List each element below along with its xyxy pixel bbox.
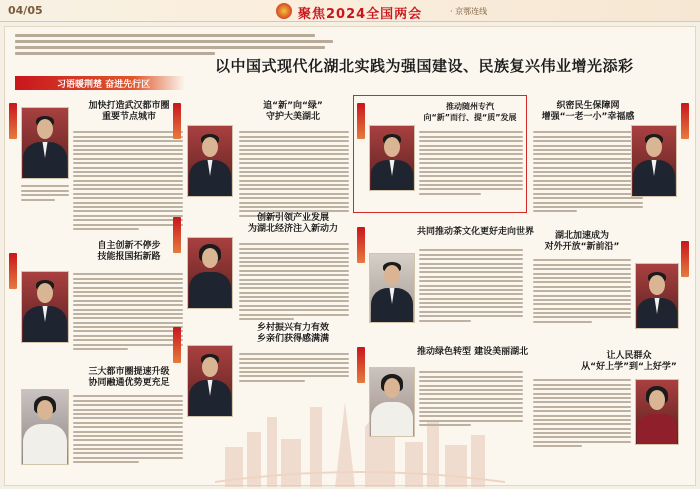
article-body xyxy=(239,241,349,331)
article-body xyxy=(533,377,631,467)
article-body xyxy=(419,369,523,439)
section-banner xyxy=(15,76,185,90)
article-title: 乡村振兴有力有效 乡亲们获得感满满 xyxy=(256,323,329,344)
ribbon-icon xyxy=(173,327,181,363)
ribbon-icon xyxy=(9,103,17,139)
article-title: 推动绿色转型 建设美丽湖北 xyxy=(417,347,529,357)
ribbon-icon xyxy=(9,253,17,289)
article-title: 共同推动茶文化更好走向世界 xyxy=(417,227,535,237)
portrait-photo xyxy=(635,263,679,329)
article-title: 追“新”向“绿” 守护大美湖北 xyxy=(263,101,323,122)
portrait-photo xyxy=(21,107,69,179)
article-body xyxy=(73,393,183,473)
banner-text: 习语暖荆楚 奋进先行区 xyxy=(57,80,151,90)
article-body xyxy=(419,129,523,209)
portrait-photo xyxy=(369,125,415,191)
article-title: 让人民群众 从“好上学”到“上好学” xyxy=(581,351,677,372)
article-body xyxy=(419,247,523,337)
portrait-photo xyxy=(187,345,233,417)
article-title: 创新引领产业发展 为湖北经济注入新动力 xyxy=(247,213,338,234)
article-title: 加快打造武汉都市圈 重要节点城市 xyxy=(88,101,170,122)
article-body xyxy=(239,351,349,391)
article-body xyxy=(73,129,183,239)
portrait-photo xyxy=(187,125,233,197)
article-body xyxy=(533,257,631,337)
ribbon-icon xyxy=(173,103,181,139)
page-number: 04/05 xyxy=(8,4,43,17)
main-headline: 以中国式现代化湖北实践为强国建设、民族复兴伟业增光添彩 xyxy=(215,57,634,75)
article-title: 湖北加速成为 对外开放“新前沿” xyxy=(544,231,620,252)
paper-sheet xyxy=(4,26,696,486)
header-subtitle: · 京鄂连线 xyxy=(450,7,488,16)
emblem-icon xyxy=(276,3,292,19)
header-bar xyxy=(0,0,700,22)
portrait-photo xyxy=(21,271,69,343)
portrait-photo xyxy=(631,125,677,197)
portrait-photo xyxy=(369,367,415,437)
portrait-photo xyxy=(369,253,415,323)
photo-caption xyxy=(21,183,69,213)
portrait-photo xyxy=(21,389,69,465)
portrait-photo xyxy=(635,379,679,445)
article-title: 自主创新不停步 技能报国拓新路 xyxy=(97,241,161,262)
ribbon-icon xyxy=(173,217,181,253)
header-title: 聚焦2024全国两会 xyxy=(298,7,423,22)
ribbon-icon xyxy=(681,241,689,277)
article-title: 三大都市圈提速升级 协同融通优势更充足 xyxy=(88,367,170,388)
portrait-photo xyxy=(187,237,233,309)
ribbon-icon xyxy=(357,227,365,263)
article-title: 织密民生保障网 增强“一老一小”幸福感 xyxy=(541,101,635,122)
article-title: 推动随州专汽 向“新”而行、提“质”发展 xyxy=(423,102,517,122)
article-body xyxy=(73,271,183,361)
ribbon-icon xyxy=(681,103,689,139)
ribbon-icon xyxy=(357,103,365,139)
ribbon-icon xyxy=(357,347,365,383)
